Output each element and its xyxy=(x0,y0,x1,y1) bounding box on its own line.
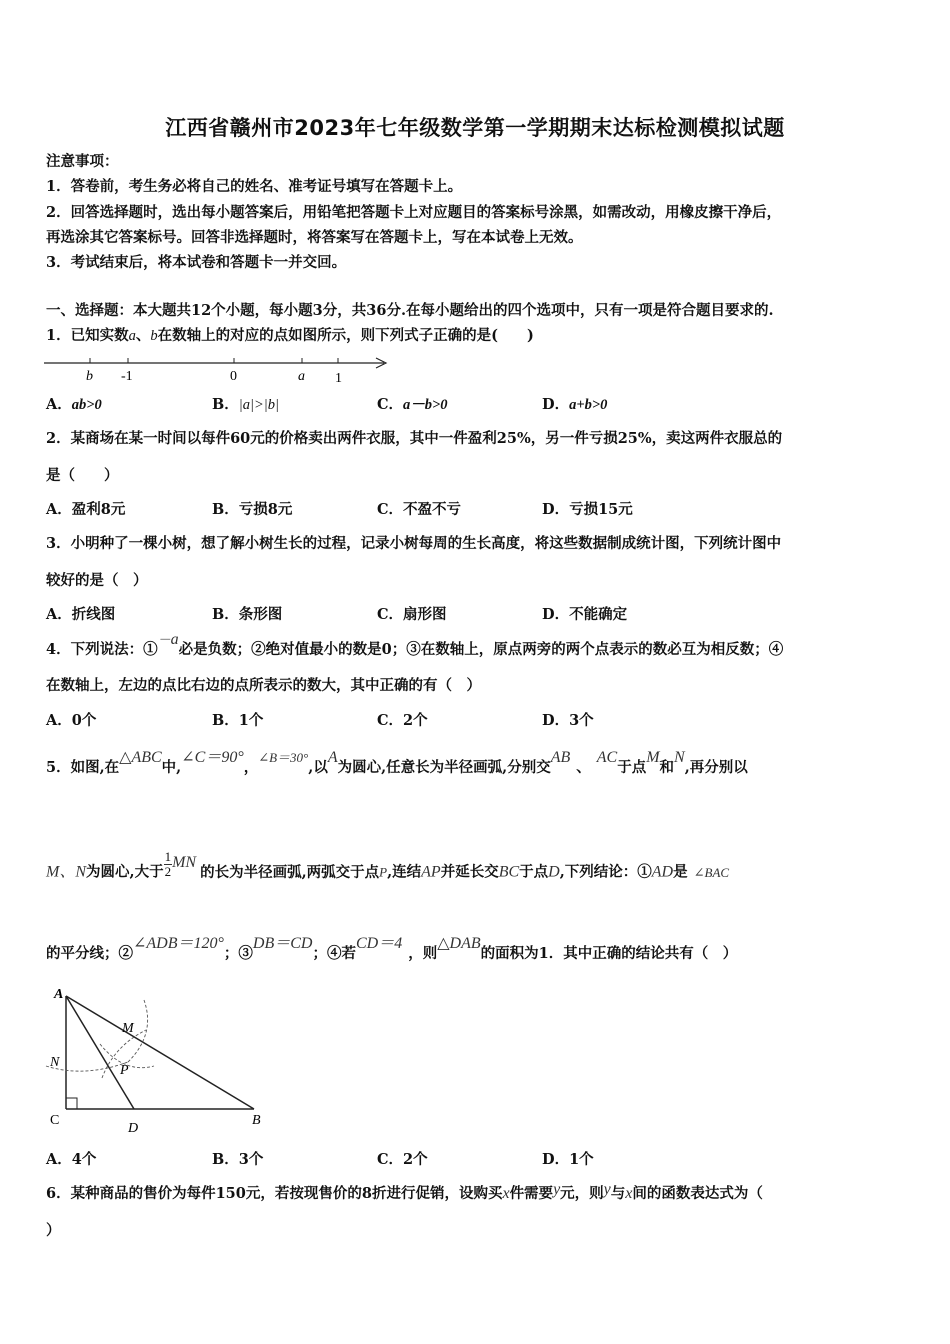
label-m: M xyxy=(122,1021,134,1036)
label-p: P xyxy=(120,1063,129,1078)
exam-title: 江西省赣州市2023年七年级数学第一学期期末达标检测模拟试题 xyxy=(165,116,785,140)
q5-option-c[interactable]: C．2个 xyxy=(377,1151,428,1168)
math-points-mn: M、N xyxy=(46,863,87,881)
stem-text: 的长为半径画弧,两弧交于点 xyxy=(200,863,380,881)
label-zero: 0 xyxy=(230,369,237,384)
q4-option-c[interactable]: C．2个 xyxy=(377,712,428,729)
q1-option-c[interactable] xyxy=(377,395,448,415)
stem-text: 并延长交 xyxy=(440,863,499,881)
stem-text: ,连结 xyxy=(387,863,422,881)
q2-option-d[interactable]: D．亏损15元 xyxy=(542,501,633,518)
math-point-a: A xyxy=(327,749,338,766)
stem-text: 、 xyxy=(576,759,591,776)
option-expr: ab>0 xyxy=(71,397,102,413)
q3-option-b[interactable]: B．条形图 xyxy=(212,606,283,623)
question-5-stem-line2 xyxy=(46,849,730,887)
q3-option-c[interactable]: C．扇形图 xyxy=(377,606,447,623)
q4-option-d[interactable]: D．3个 xyxy=(542,712,594,729)
math-point-m: M xyxy=(646,749,660,766)
q2-option-a[interactable]: A．盈利8元 xyxy=(46,501,126,518)
stem-text: ， xyxy=(243,759,259,776)
var-y: y xyxy=(553,1181,561,1198)
math-angle-c: ∠C＝90° xyxy=(181,749,244,766)
var-b: b xyxy=(150,328,158,344)
section-heading: 一、选择题：本大题共12个小题，每小题3分，共36分.在每小题给出的四个选项中，只有一项是符合题目要求的. xyxy=(46,302,774,319)
question-4-stem xyxy=(46,631,784,660)
q4-option-a[interactable]: A．0个 xyxy=(46,712,97,729)
label-b: b xyxy=(86,369,93,384)
stem-text: 于点 xyxy=(617,759,647,776)
stem-text: 与 xyxy=(610,1185,626,1202)
stem-text: ,下列结论：① xyxy=(559,863,652,881)
question-3-stem: 3．小明种了一棵小树，想了解小树生长的过程，记录小树每周的生长高度，将这些数据制成统计图，下列统计图中 xyxy=(46,535,782,552)
stem-text: 件需要 xyxy=(509,1185,554,1202)
math-point-d: D xyxy=(548,863,560,881)
segment-ab xyxy=(66,996,254,1109)
label-b: B xyxy=(252,1113,261,1128)
option-label: D． xyxy=(542,396,570,413)
math-point-n: N xyxy=(674,749,685,766)
notice-item: 3．考试结束后，将本试卷和答题卡一并交回。 xyxy=(46,254,347,271)
label-a: a xyxy=(298,369,305,384)
stem-text: 于点 xyxy=(519,863,549,881)
question-3-stem-cont: 较好的是（ ） xyxy=(46,572,148,589)
var-a: a xyxy=(170,631,179,648)
option-label: C． xyxy=(377,396,404,413)
q1-option-a[interactable] xyxy=(46,395,102,415)
label-n: N xyxy=(50,1055,60,1070)
stem-text: 4．下列说法：① xyxy=(46,641,158,658)
math-triangle-dab: △DAB xyxy=(437,935,481,952)
stem-text: 为圆心,大于 xyxy=(86,863,164,881)
question-1-stem xyxy=(46,326,534,346)
option-label: B． xyxy=(212,396,239,413)
math-segment-mn: MN xyxy=(172,853,197,871)
fraction-denominator: 2 xyxy=(164,864,172,879)
notice-item: 2．回答选择题时，选出每小题答案后，用铅笔把答题卡上对应题目的答案标号涂黑，如需改动，用橡皮擦干净后， xyxy=(46,204,782,221)
stem-text: 6．某种商品的售价为每件150元，若按现售价的8折进行促销，设购买 xyxy=(46,1185,503,1202)
notice-item: 再选涂其它答案标号。回答非选择题时，将答案写在答题卡上，写在本试卷上无效。 xyxy=(46,229,583,246)
math-segment-bc: BC xyxy=(498,863,520,881)
stem-text: 是 xyxy=(673,863,688,881)
label-neg1: -1 xyxy=(121,369,133,384)
stem-text: ；④若 xyxy=(312,945,356,962)
stem-text: 和 xyxy=(659,759,675,776)
option-expr: |a|>|b| xyxy=(238,397,279,413)
stem-text: ,以 xyxy=(308,759,328,776)
question-5-stem-line3 xyxy=(46,935,738,964)
math-eq-db-cd: DB＝CD xyxy=(252,935,313,952)
stem-text: 在数轴上的对应的点如图所示，则下列式子正确的是( ) xyxy=(157,327,534,344)
q4-option-b[interactable]: B．1个 xyxy=(212,712,264,729)
math-segment-ad: AD xyxy=(651,863,674,881)
stem-text: 的平分线；② xyxy=(46,945,133,962)
stem-text: ，则 xyxy=(408,945,438,962)
question-5-stem xyxy=(46,749,748,778)
q5-option-b[interactable]: B．3个 xyxy=(212,1151,264,1168)
stem-text: 元，则 xyxy=(560,1185,604,1202)
question-6-stem xyxy=(46,1181,763,1204)
q2-option-b[interactable]: B．亏损8元 xyxy=(212,501,293,518)
number-line-figure xyxy=(40,352,400,386)
question-2-stem-cont: 是（ ） xyxy=(46,467,119,484)
separator: 、 xyxy=(135,327,151,344)
fraction-half xyxy=(164,850,173,879)
q2-option-c[interactable]: C．不盈不亏 xyxy=(377,501,462,518)
var-a: a xyxy=(128,328,136,344)
option-label: A． xyxy=(46,396,72,413)
math-segment-ap: AP xyxy=(421,863,441,881)
question-6-stem-cont: ） xyxy=(46,1222,61,1239)
var-y: y xyxy=(603,1181,611,1198)
notice-heading: 注意事项： xyxy=(46,153,119,170)
stem-text: 必是负数；②绝对值最小的数是0；③在数轴上，原点两旁的两个点表示的数必互为相反数；④ xyxy=(178,641,784,658)
q1-option-b[interactable] xyxy=(212,395,279,415)
stem-text: 为圆心,任意长为半径画弧,分别交 xyxy=(337,759,551,776)
stem-text: 1．已知实数 xyxy=(46,327,129,344)
stem-text: ；③ xyxy=(223,945,253,962)
math-angle-b: ∠B＝30° xyxy=(258,750,309,765)
stem-text: 中, xyxy=(161,759,182,776)
triangle-figure xyxy=(44,986,274,1134)
question-2-stem: 2．某商场在某一时间以每件60元的价格卖出两件衣服，其中一件盈利25%，另一件亏损25%，卖这两件衣服总的 xyxy=(46,430,783,447)
math-angle-adb: ∠ADB＝120° xyxy=(133,935,224,952)
stem-text: ,再分别以 xyxy=(684,759,748,776)
q5-option-d[interactable]: D．1个 xyxy=(542,1151,594,1168)
stem-text: 的面积为1．其中正确的结论共有（ ） xyxy=(480,945,738,962)
notice-item: 1．答卷前，考生务必将自己的姓名、准考证号填写在答题卡上。 xyxy=(46,178,463,195)
q3-option-d[interactable]: D．不能确定 xyxy=(542,606,628,623)
math-triangle-abc: △ABC xyxy=(119,749,162,766)
stem-text: 5．如图,在 xyxy=(46,759,120,776)
label-c: C xyxy=(50,1113,60,1128)
math-segment-ab: AB xyxy=(550,749,571,766)
question-4-stem-cont: 在数轴上，左边的点比右边的点所表示的数大，其中正确的有（ ） xyxy=(46,677,481,694)
segment-ad xyxy=(66,996,134,1109)
math-segment-ac: AC xyxy=(596,749,618,766)
q1-option-d[interactable] xyxy=(542,395,607,415)
math-eq-cd-4: CD＝4 xyxy=(355,935,403,952)
option-expr: a－b>0 xyxy=(403,397,448,413)
q3-option-a[interactable]: A．折线图 xyxy=(46,606,116,623)
label-d: D xyxy=(128,1121,139,1134)
q5-option-a[interactable]: A．4个 xyxy=(46,1151,97,1168)
var-x: x xyxy=(625,1185,633,1202)
fraction-numerator: 1 xyxy=(164,849,172,864)
math-point-p: P xyxy=(379,864,388,880)
stem-text: 间的函数表达式为（ xyxy=(632,1185,763,1202)
option-expr: a+b>0 xyxy=(569,397,608,413)
label-one: 1 xyxy=(335,371,342,386)
right-angle-mark xyxy=(66,1098,77,1109)
var-x: x xyxy=(502,1185,510,1202)
label-a: A xyxy=(54,987,64,1002)
math-angle-bac: ∠BAC xyxy=(693,864,730,880)
neg-sign: － xyxy=(157,632,171,647)
